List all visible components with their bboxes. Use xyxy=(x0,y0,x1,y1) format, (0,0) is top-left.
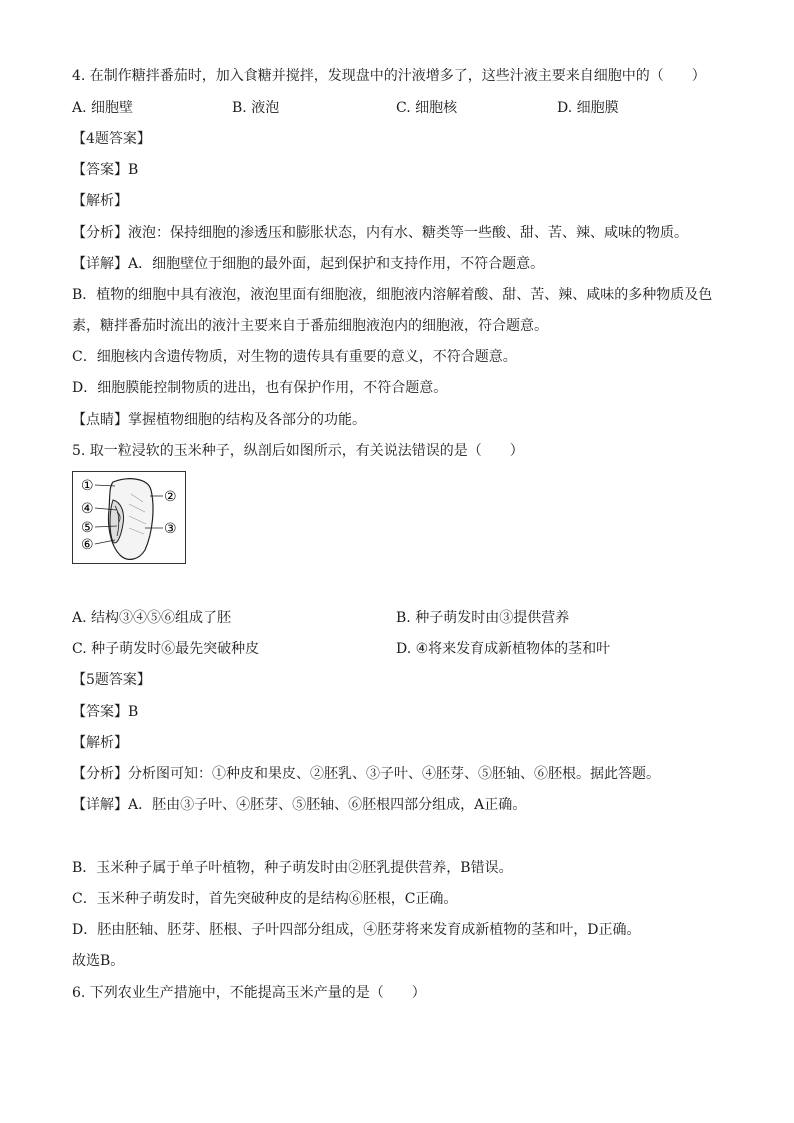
figure-label-6: ⑥ xyxy=(81,537,94,553)
q4-detail-b1: B．植物的细胞中具有液泡，液泡里面有细胞液，细胞液内溶解着酸、甜、苦、辣、咸味的多种物质及色 xyxy=(72,287,713,303)
corn-seed-figure xyxy=(72,471,186,564)
figure-label-2: ② xyxy=(164,489,177,505)
figure-label-4: ④ xyxy=(81,501,94,517)
q5-option-a: A. 结构③④⑤⑥组成了胚 xyxy=(72,610,232,626)
q4-detail-a: 【详解】A．细胞壁位于细胞的最外面，起到保护和支持作用，不符合题意。 xyxy=(72,256,545,272)
corn-seed-diagram xyxy=(73,472,185,563)
q5-detail-c: C．玉米种子萌发时，首先突破种皮的是结构⑥胚根，C正确。 xyxy=(72,891,458,907)
q5-option-b: B. 种子萌发时由③提供营养 xyxy=(396,610,570,626)
q4-analysis: 【分析】液泡：保持细胞的渗透压和膨胀状态，内有水、糖类等一些酸、甜、苦、辣、咸味的物质。 xyxy=(72,225,688,241)
q4-option-d: D. 细胞膜 xyxy=(557,100,619,116)
q5-detail-b: B．玉米种子属于单子叶植物，种子萌发时由②胚乳提供营养，B错误。 xyxy=(72,860,513,876)
q5-detail-a: 【详解】A．胚由③子叶、④胚芽、⑤胚轴、⑥胚根四部分组成，A正确。 xyxy=(72,797,527,813)
q6-stem: 6. 下列农业生产措施中，不能提高玉米产量的是（ ） xyxy=(72,985,426,1001)
q4-option-c: C. 细胞核 xyxy=(396,100,458,116)
q4-answer: 【答案】B xyxy=(72,162,139,178)
q4-stem: 4. 在制作糖拌番茄时，加入食糖并搅拌，发现盘中的汁液增多了，这些汁液主要来自细胞中的（ ） xyxy=(72,68,706,84)
figure-label-1: ① xyxy=(81,478,94,494)
q5-conclusion: 故选B。 xyxy=(72,953,125,969)
q5-option-d: D. ④将来发育成新植物体的茎和叶 xyxy=(396,641,611,657)
q5-analysis-heading: 【解析】 xyxy=(72,735,128,751)
q4-detail-b2: 素，糖拌番茄时流出的液汁主要来自于番茄细胞液泡内的细胞液，符合题意。 xyxy=(72,318,548,334)
q5-option-c: C. 种子萌发时⑥最先突破种皮 xyxy=(72,641,260,657)
q4-option-a: A. 细胞壁 xyxy=(72,100,134,116)
q4-option-b: B. 液泡 xyxy=(232,100,280,116)
q4-detail-c: C．细胞核内含遗传物质，对生物的遗传具有重要的意义，不符合题意。 xyxy=(72,349,517,365)
figure-label-5: ⑤ xyxy=(81,520,94,536)
figure-label-3: ③ xyxy=(164,521,177,537)
q4-point: 【点睛】掌握植物细胞的结构及各部分的功能。 xyxy=(72,412,366,428)
q5-stem: 5. 取一粒浸软的玉米种子，纵剖后如图所示，有关说法错误的是（ ） xyxy=(72,443,524,459)
q5-detail-d: D．胚由胚轴、胚芽、胚根、子叶四部分组成，④胚芽将来发育成新植物的茎和叶，D正确。 xyxy=(72,922,641,938)
q4-detail-d: D．细胞膜能控制物质的进出，也有保护作用，不符合题意。 xyxy=(72,380,448,396)
q5-answer: 【答案】B xyxy=(72,704,139,720)
q5-analysis: 【分析】分析图可知：①种皮和果皮、②胚乳、③子叶、④胚芽、⑤胚轴、⑥胚根。据此答题。 xyxy=(72,766,660,782)
q4-answer-heading: 【4题答案】 xyxy=(72,131,151,147)
q5-answer-heading: 【5题答案】 xyxy=(72,672,151,688)
q4-analysis-heading: 【解析】 xyxy=(72,193,128,209)
